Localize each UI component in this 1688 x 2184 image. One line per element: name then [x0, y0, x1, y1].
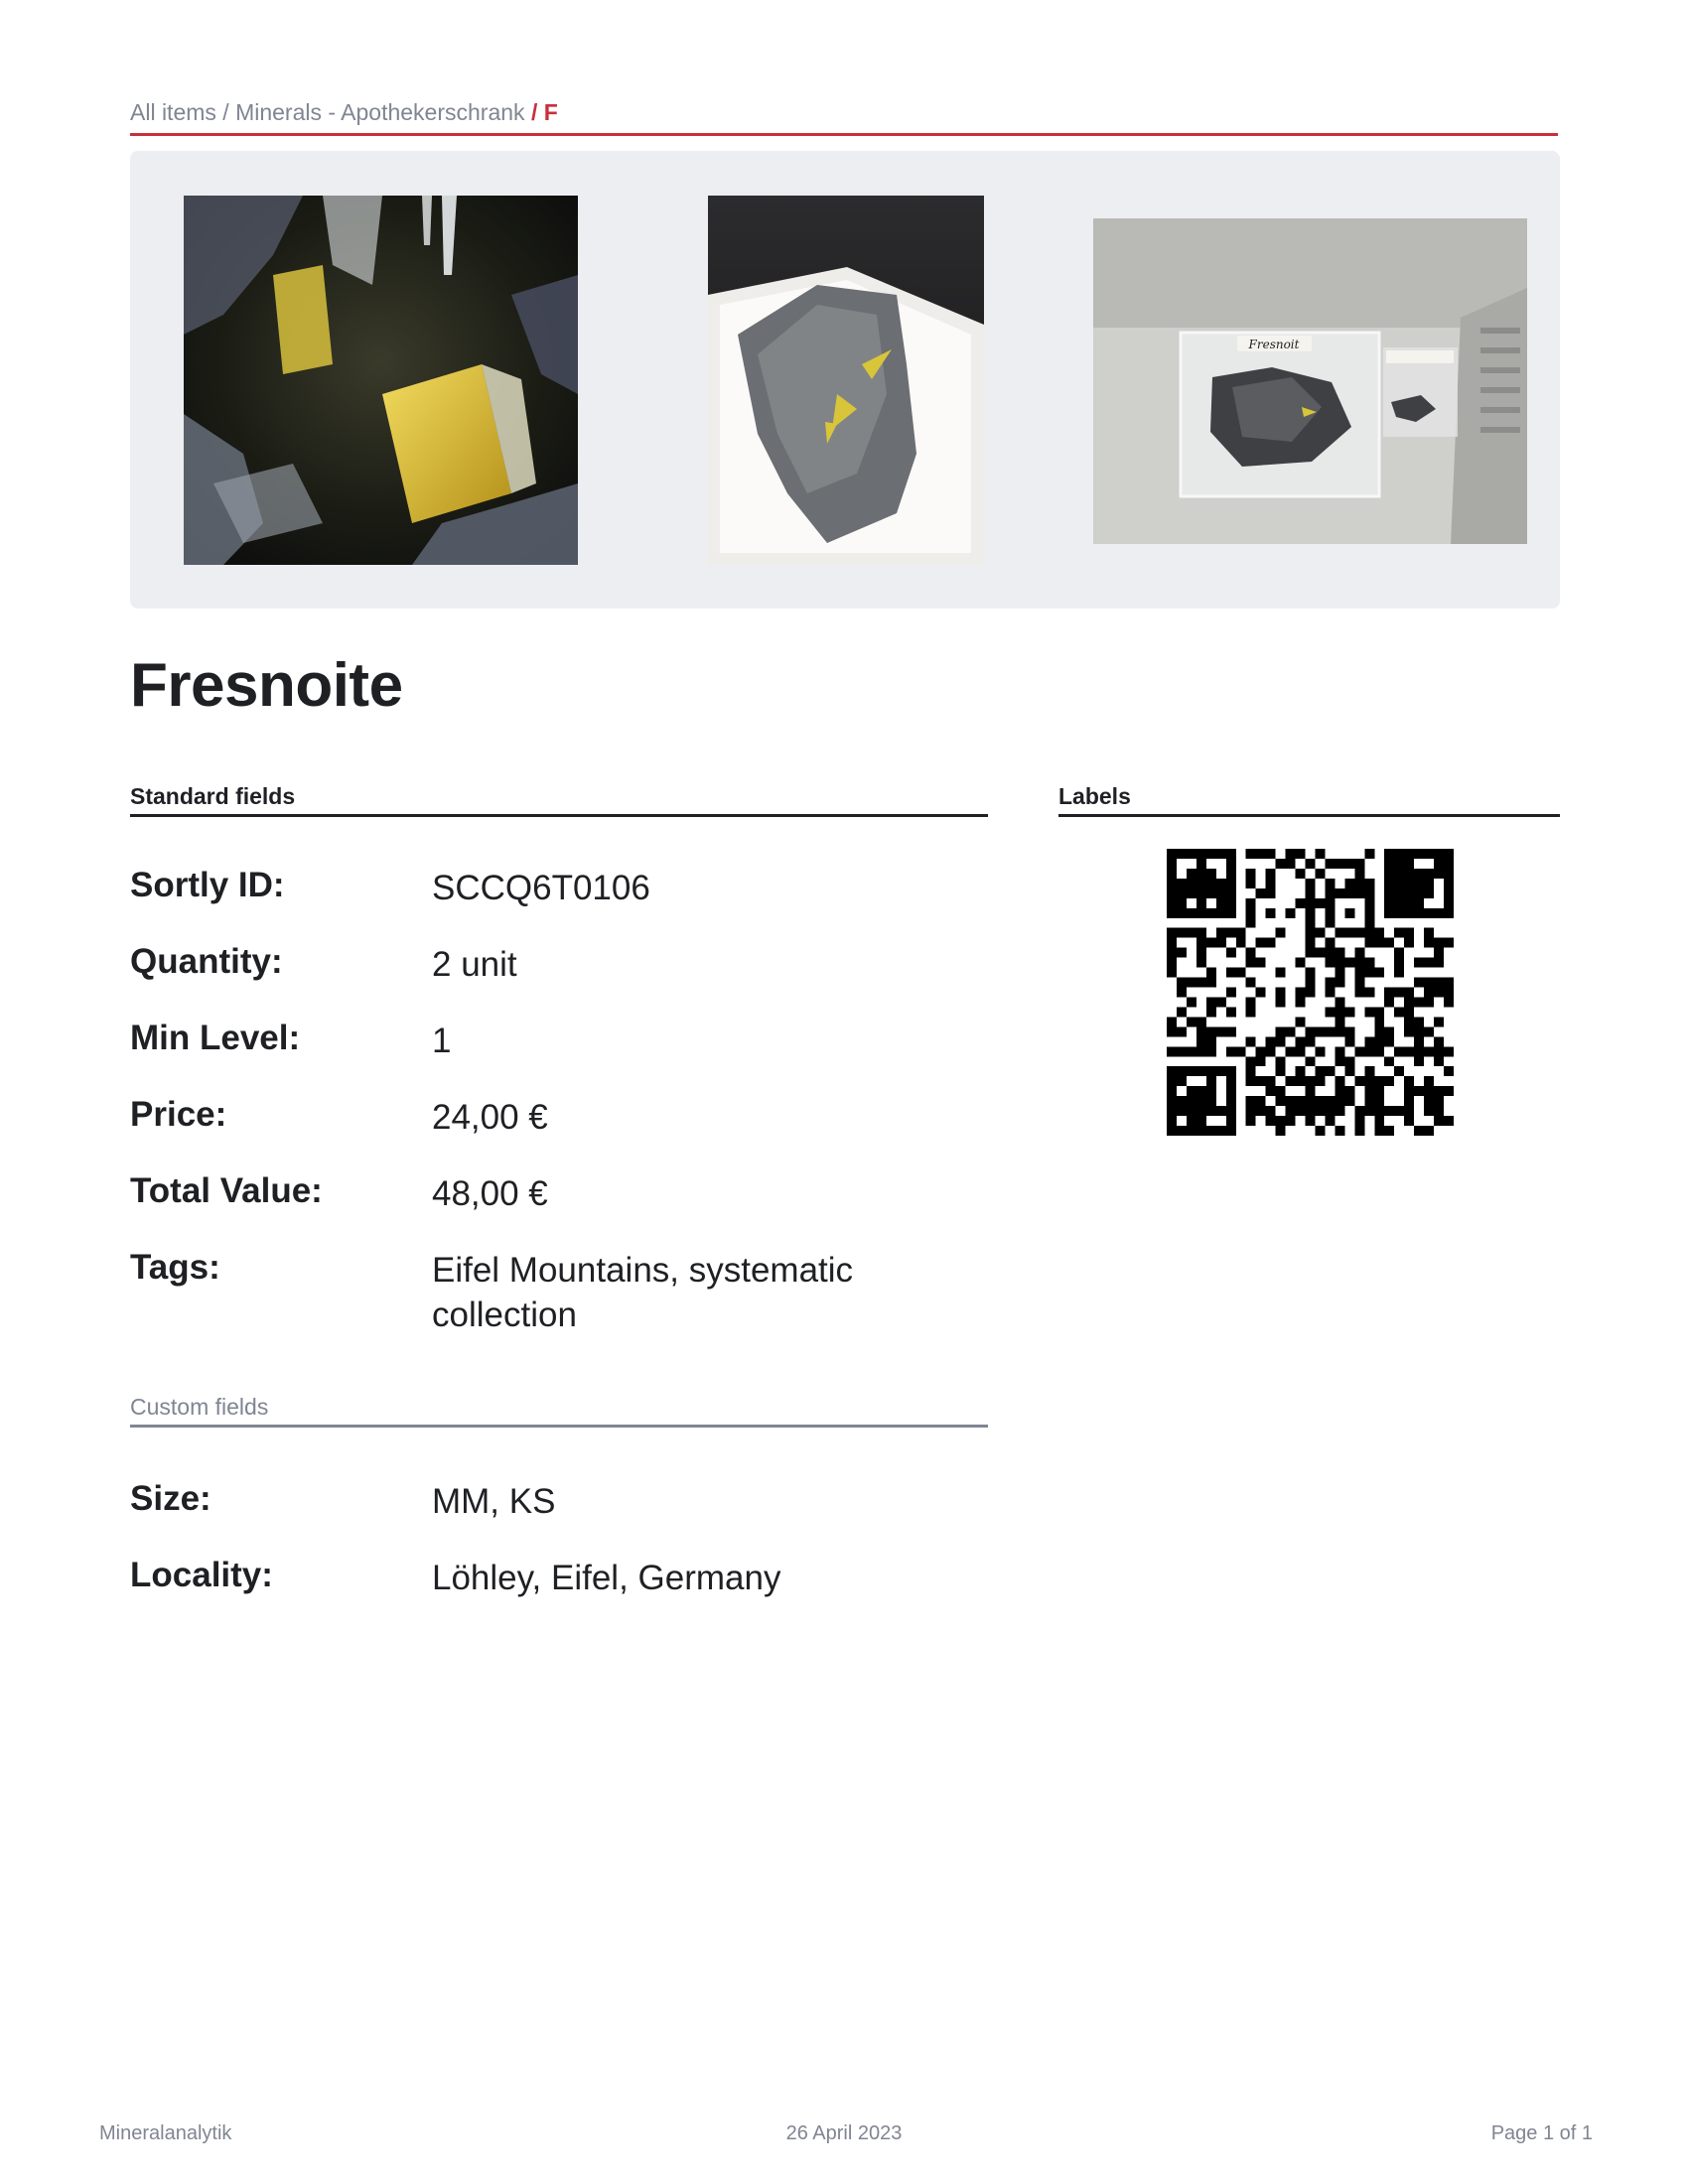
field-label: Tags:	[130, 1248, 220, 1287]
field-value: 1	[432, 1022, 452, 1060]
specimen-case-photo-icon	[1093, 218, 1527, 544]
field-label: Total Value:	[130, 1171, 323, 1210]
qr-code-icon	[1167, 849, 1454, 1136]
field-value: SCCQ6T0106	[432, 869, 650, 907]
breadcrumb-minerals-apothekerschrank[interactable]: Minerals - Apothekerschrank	[235, 99, 525, 125]
field-value: 24,00 €	[432, 1098, 548, 1137]
field-label: Price:	[130, 1095, 227, 1134]
field-label: Sortly ID:	[130, 866, 285, 904]
photo-specimen-case[interactable]	[1093, 218, 1527, 544]
field-value: MM, KS	[432, 1482, 556, 1521]
breadcrumb-current: / F	[530, 99, 558, 125]
field-label: Quantity:	[130, 942, 283, 981]
photo-mineral-closeup[interactable]	[184, 196, 578, 565]
footer-page-number: Page 1 of 1	[1490, 2122, 1593, 2144]
photo-specimen-box[interactable]	[708, 196, 984, 565]
field-value: Eifel Mountains, systematic collection	[432, 1251, 854, 1334]
breadcrumb-separator: /	[222, 99, 236, 125]
breadcrumb	[130, 99, 1558, 136]
specimen-label-text: Fresnoit	[1248, 338, 1300, 351]
standard-fields-heading: Standard fields	[130, 783, 988, 817]
specimen-box-photo-icon	[708, 196, 984, 565]
field-value: 2 unit	[432, 945, 517, 984]
field-value: 48,00 €	[432, 1174, 548, 1213]
footer-org-name: Mineralanalytik	[99, 2122, 232, 2144]
item-title: Fresnoite	[130, 651, 403, 720]
breadcrumb-all-items[interactable]: All items	[130, 99, 216, 125]
field-label: Min Level:	[130, 1019, 301, 1057]
field-label: Size:	[130, 1479, 211, 1518]
custom-fields-heading: Custom fields	[130, 1394, 988, 1428]
mineral-closeup-photo-icon	[184, 196, 578, 565]
photo-gallery	[130, 151, 1560, 609]
footer-date: 26 April 2023	[785, 2122, 903, 2144]
field-label: Locality:	[130, 1556, 273, 1594]
labels-heading: Labels	[1058, 783, 1560, 817]
field-value: Löhley, Eifel, Germany	[432, 1559, 781, 1597]
breadcrumb-current-label: F	[543, 99, 558, 125]
